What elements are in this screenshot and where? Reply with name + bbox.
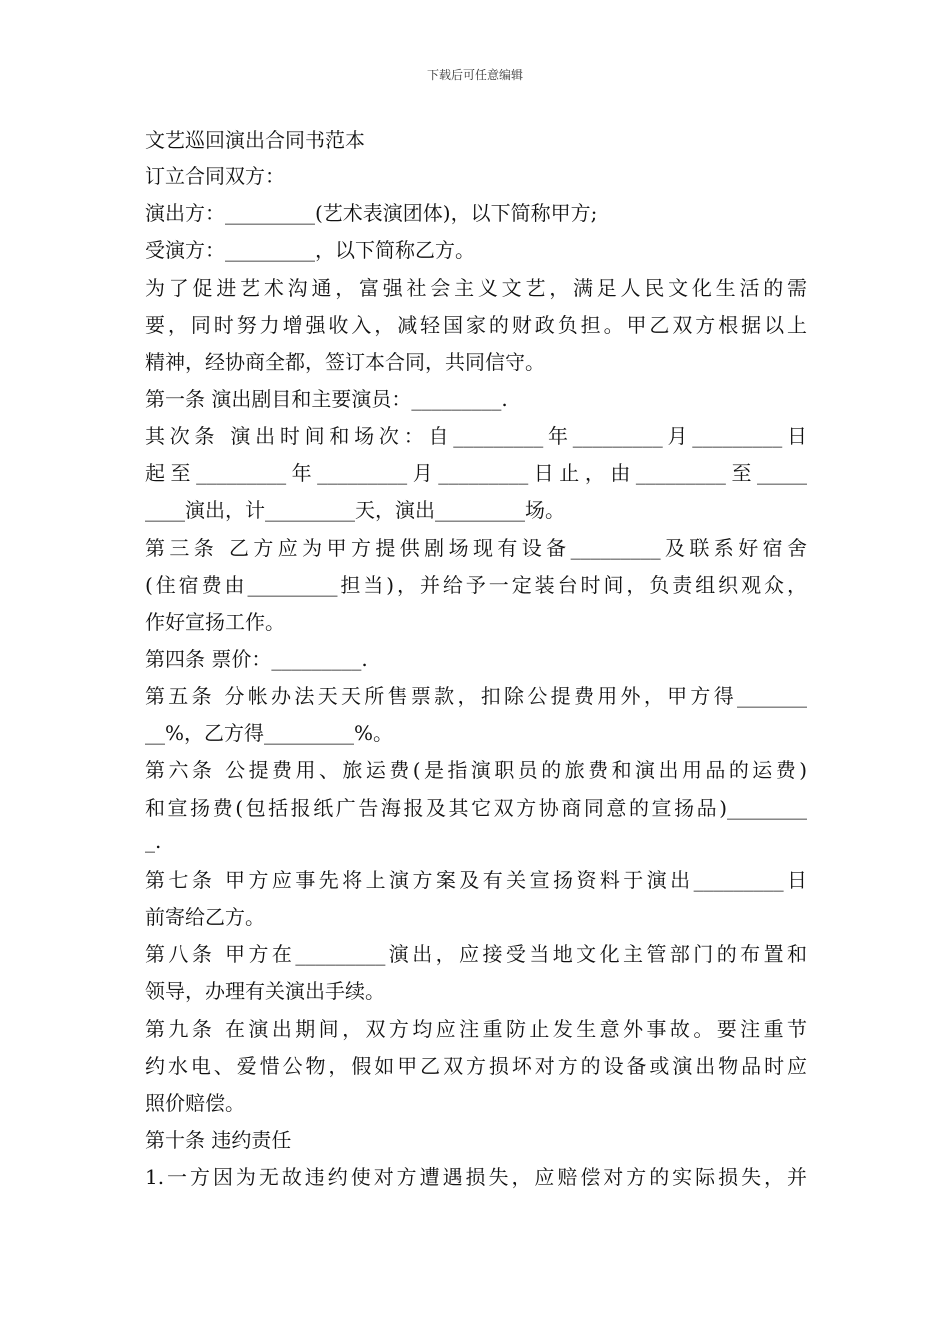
- paragraph-line: 第九条 在演出期间，双方均应注重防止发生意外事故。要注重节: [145, 1017, 807, 1041]
- paragraph-line: 第八条 甲方在_________演出，应接受当地文化主管部门的布置和: [145, 942, 807, 966]
- paragraph-line: 第六条 公提费用、旅运费(是指演职员的旅费和演出用品的运费): [145, 758, 807, 782]
- paragraph-line: _.: [145, 829, 162, 853]
- paragraph-line: 作好宣扬工作。: [145, 610, 285, 634]
- paragraph-line: ____演出，计_________天，演出_________场。: [145, 498, 565, 522]
- paragraph-line: 起至_________年_________月_________日止，由_________至_____: [145, 461, 807, 485]
- paragraph-line: 第三条 乙方应为甲方提供剧场现有设备_________及联系好宿舍: [145, 536, 807, 560]
- document-title: 文艺巡回演出合同书范本: [145, 128, 365, 152]
- paragraph-line: 订立合同双方：: [145, 164, 285, 188]
- paragraph-line: 领导，办理有关演出手续。: [145, 979, 385, 1003]
- paragraph-line: 演出方：_________(艺术表演团体)，以下简称甲方;: [145, 201, 598, 225]
- paragraph-line: 1.一方因为无故违约使对方遭遇损失，应赔偿对方的实际损失，并: [145, 1165, 807, 1189]
- page-header: 下载后可任意编辑: [426, 68, 523, 82]
- paragraph-line: 第七条 甲方应事先将上演方案及有关宣扬资料于演出_________日: [145, 868, 807, 892]
- paragraph-line: 第五条 分帐办法天天所售票款，扣除公提费用外，甲方得_______: [145, 684, 807, 708]
- paragraph-line: (住宿费由_________担当)，并给予一定装台时间，负责组织观众，: [145, 573, 807, 597]
- paragraph-line: 和宣扬费(包括报纸广告海报及其它双方协商同意的宣扬品)________: [145, 796, 807, 820]
- paragraph-line: 前寄给乙方。: [145, 905, 265, 929]
- paragraph-line: 照价赔偿。: [145, 1091, 245, 1115]
- paragraph-line: 其次条 演出时间和场次：自_________年_________月_________日: [145, 424, 807, 448]
- paragraph-line: 第一条 演出剧目和主要演员：_________.: [145, 387, 508, 411]
- paragraph-line: 第四条 票价：_________.: [145, 647, 368, 671]
- paragraph-line: 第十条 违约责任: [145, 1128, 292, 1152]
- paragraph-line: 精神，经协商全都，签订本合同，共同信守。: [145, 350, 545, 374]
- paragraph-line: 约水电、爱惜公物，假如甲乙双方损坏对方的设备或演出物品时应: [145, 1054, 807, 1078]
- paragraph-line: 要，同时努力增强收入，减轻国家的财政负担。甲乙双方根据以上: [145, 313, 807, 337]
- paragraph-line: __%，乙方得_________%。: [145, 721, 394, 745]
- paragraph-line: 受演方：_________，以下简称乙方。: [145, 238, 475, 262]
- paragraph-line: 为了促进艺术沟通，富强社会主义文艺，满足人民文化生活的需: [145, 276, 807, 300]
